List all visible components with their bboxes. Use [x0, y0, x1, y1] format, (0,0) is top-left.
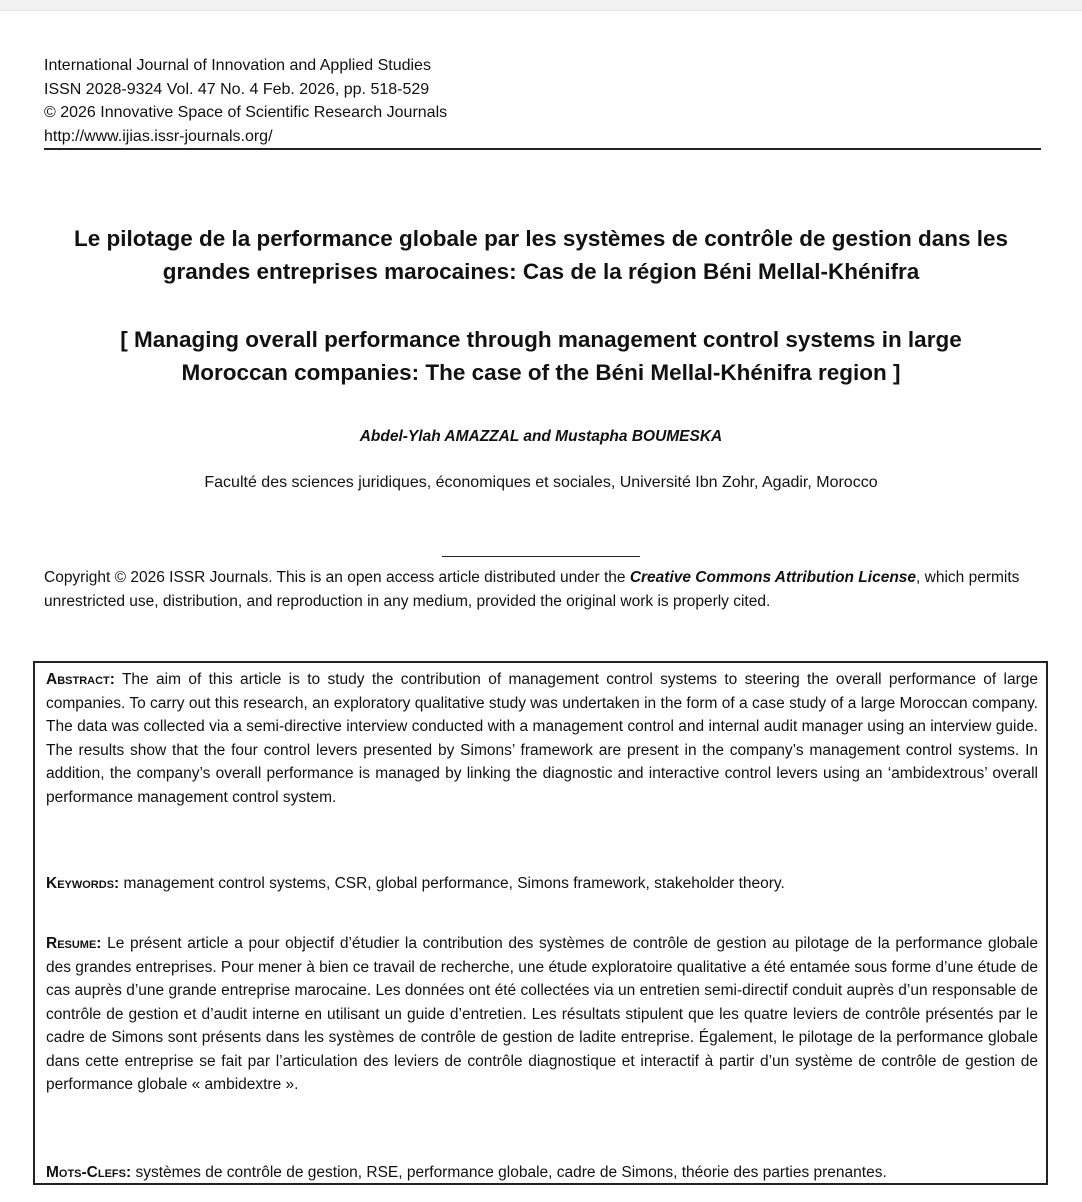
journal-url[interactable]: http://www.ijias.issr-journals.org/: [44, 127, 273, 145]
title-en-line-1: [ Managing overall performance through management control systems in large: [120, 327, 962, 352]
header-rule: [44, 148, 1041, 150]
journal-name: International Journal of Innovation and Applied Studies: [44, 57, 431, 74]
journal-issn-volume: ISSN 2028-9324 Vol. 47 No. 4 Feb. 2026, pp. 518-529: [44, 80, 430, 98]
mots-clefs-section: [46, 1161, 1038, 1185]
journal-header: [44, 54, 1040, 148]
separator-rule: [442, 556, 640, 557]
copyright-notice: [44, 566, 1041, 614]
paper-title-english: [40, 323, 1042, 389]
abstract-text: The aim of this article is to study the contribution of management control systems to steering the overall performance of large companies. To carry out this research, an exploratory qualitative study was undertaken in the form of a case study of a large Moroccan company. The data was collected via a semi-directive interview conducted with a management control and internal audit manager using an interview guide. The results show that the four control levers presented by Simons’ framework are present in the company’s management control systems. In addition, the company’s overall performance is managed by linking the diagnostic and interactive control levers using an ‘ambidextrous’ overall performance management control system.: [46, 671, 1039, 806]
abstract-box: [33, 661, 1048, 1185]
keywords-text: management control systems, CSR, global performance, Simons framework, stakeholder theory.: [123, 875, 785, 892]
abstract-label: Abstract:: [46, 671, 115, 688]
title-en-line-2: Moroccan companies: The case of the Béni Mellal-Khénifra region ]: [181, 360, 901, 385]
affiliation: Faculté des sciences juridiques, économiques et sociales, Université Ibn Zohr, Agadir, Morocco: [204, 474, 878, 491]
paper-title-french: [40, 222, 1042, 288]
authors: Abdel-Ylah AMAZZAL and Mustapha BOUMESKA: [359, 428, 723, 445]
license-name: Creative Commons Attribution License: [629, 569, 917, 586]
title-fr-line-1: Le pilotage de la performance globale par les systèmes de contrôle de gestion dans les: [73, 226, 1009, 251]
resume-label: Resume:: [46, 935, 102, 952]
resume-text: Le présent article a pour objectif d’étudier la contribution des systèmes de contrôle de gestion au pilotage de la performance globale des grandes entreprises. Pour mener à bien ce travail de recherche, une étude exploratoire qualitative a été entamée sous forme d’une étude de cas auprès d’une grande entreprise marocaine. Les données ont été collectées via un entretien semi-directif conduit auprès d’un responsable de contrôle de gestion et d’audit interne en utilisant un guide d’entretien. Les résultats stipulent que les quatre leviers de contrôle présentés par le cadre de Simons sont présents dans les systèmes de contrôle de gestion de ladite entreprise. Également, le pilotage de la performance globale dans cette entreprise se fait par l’articulation des leviers de contrôle diagnostique et interactif à partir d’un système de contrôle de gestion de performance globale « ambidextre ».: [46, 935, 1038, 1093]
resume-section: [46, 932, 1038, 1097]
journal-copyright: © 2026 Innovative Space of Scientific Research Journals: [44, 104, 448, 121]
mots-clefs-text: systèmes de contrôle de gestion, RSE, performance globale, cadre de Simons, théorie des parties prenantes.: [135, 1164, 887, 1181]
keywords-label: Keywords:: [46, 875, 120, 892]
title-fr-line-2: grandes entreprises marocaines: Cas de la région Béni Mellal-Khénifra: [162, 259, 920, 284]
copyright-text-end: , which permits unrestricted use, distribution, and reproduction in any medium, provided the original work is properly cited.: [44, 569, 1020, 610]
mots-clefs-label: Mots-Clefs:: [46, 1164, 132, 1181]
abstract-section: [46, 668, 1038, 809]
keywords-section: [46, 872, 1038, 896]
copyright-text: Copyright © 2026 ISSR Journals. This is an open access article distributed under the: [44, 569, 630, 586]
viewer-top-strip: [0, 0, 1082, 11]
